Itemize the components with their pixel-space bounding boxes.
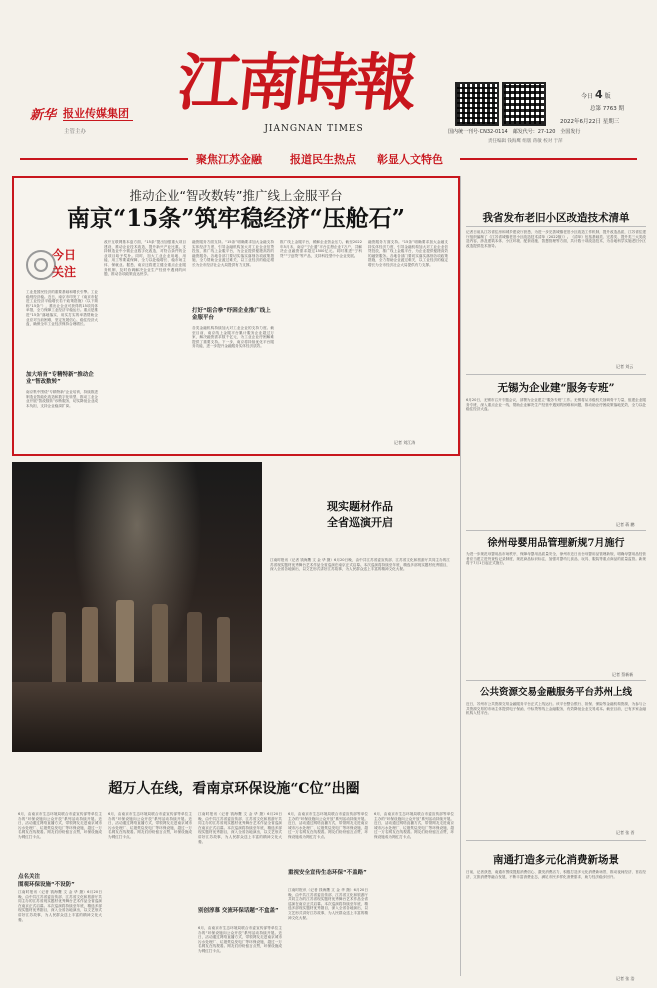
target-icon-inner [34, 258, 48, 272]
right-article-5-body: 日前，记者获悉，南通市围绕提振消费信心、激发消费活力，积极打造多元化消费新场景，推动夜间经济、首店经济、文旅消费等融合发展，不断丰富消费业态，满足市民多样化消费需求，助力经济稳步回升。 [466, 870, 646, 879]
right-rule-1 [466, 226, 646, 227]
slogan-item-1: 聚焦江苏金融 [196, 153, 262, 166]
stage-figure [82, 607, 98, 682]
stage-figure [116, 600, 134, 682]
lead-col-2: 改开互联网基本盘方面，“15条”提出加强重大项目建设，推动企业技术改造，提升新兴产业比重。支持制造业中小微企业数字化改造，对符合条件的企业项目给予奖补。同时，加大工业企业用地、用能、用工等要素保障，全力以赴稳增长、稳市场主体、保就业。据悉，南京还将建立健全重点企业服务机制，及时协调解决企业生产经营中遇到的问题，推动各项政策直达快享。 [104, 240, 186, 277]
qr-code-1 [455, 82, 499, 126]
lead-sub-2: 打好“组合拳”纾困企业推广线上金服平台 [192, 308, 271, 321]
right-article-4-byline: 记者 张 晋 [616, 830, 635, 835]
drama-title-2: 全省巡演开启 [327, 516, 393, 529]
env-col-3b: 6月，由南京市生态环境局联合市委宣传部等单位主办的“环保设施向公众开放”系列活动持续开展。近日，活动通过网络直播方式，带领网友走进南京城市污水处理厂、垃圾焚烧发电厂等环保设施，超过一万名网友在线观看。网友们纷纷留言点赞，环保设施成为网红打卡点。 [198, 926, 282, 953]
stage-figure [52, 612, 66, 682]
issue-no: 总第 7763 期 [590, 106, 624, 112]
pub-date: 2022年6月22日 星期三 [560, 119, 620, 125]
right-rule-4 [466, 680, 646, 681]
right-article-1-body: 记者日前从江苏省住房和城乡建设厅获悉，为进一步完善城镇老旧小区改造工作机制，提升改造品质，江苏省住建厅组织编制了《江苏省城镇老旧小区改造技术清单（2022版）》。《清单》包括基础类、完善类、提升类三大类改造内容，涉及建筑本体、小区环境、配套设施、智慧管理等方面，共计数十项改造技术，为各地科学实施老旧小区改造提供技术指导。 [466, 230, 646, 248]
slogan-item-2: 报道民生热点 [290, 153, 356, 166]
group-name: 报业传媒集团 [63, 107, 129, 120]
group-logo [30, 104, 135, 126]
pub-info: 国内统一刊号·CN32-0114 邮发代号：27-120 全国发行 [448, 129, 581, 135]
stage-figure [187, 612, 202, 682]
drama-story [12, 462, 456, 752]
lead-headline: 南京“15条”筑牢稳经济“压舱石” [67, 205, 405, 232]
right-article-2-byline: 记者 蒋 鹏 [616, 522, 635, 527]
env-sub-line: 围观环保设施“不设防” [18, 882, 75, 888]
env-col-1b: 江南时报讯（记者 钱海鹰 文 金 华 摄）6月20日晚，由中共江苏省委宣传部、江苏省文化和旅游厅共同主办的江苏省现实题材优秀舞台艺术作品全省巡演在南京正式启幕。本次巡演将持续至年底，精选多部现实题材优秀剧目，深入全省各地演出，以文艺形式讲好江苏故事，为人民群众送上丰富的精神文化大餐。 [18, 890, 102, 922]
lead-col-3: 融资服务方面支持。“15条”明确要求加大金融支持实体经济力度，引导金融机构加大对工业企业信贷投放，推广线上金服平台，为企业提供便捷高效的融资服务。各地各部门要切实落实落细各项政策措施，全力帮助企业渡过难关，以工业经济的稳定增长为全市经济社会大局提供有力支撑。 [192, 240, 274, 267]
tag-line-2: 关注 [52, 265, 77, 279]
qr-code-2 [502, 82, 546, 126]
env-sub-safe: 重视安全宣传生态环保“不盖路” [288, 870, 367, 876]
masthead [0, 0, 657, 148]
lead-article [12, 176, 460, 456]
lead-col-3b: 各类金融机构持续加大对工业企业的支持力度。截至目前，南京线上金服平台累计服务企业超过万家，解决融资需求数千亿元，为工业企业纾困解难提供了重要支持。下一步，南京将持续优化平台服务功能，进一步提升金融服务实体经济质效。 [192, 326, 274, 349]
right-article-5-byline: 记者 张 浩 [616, 976, 635, 981]
lead-col-4: 推广线上金服平台，缓解企业资金压力。截至2022年5月末，南京“宁企通”平台注册企业7万户，共解决企业融资需求超过1500亿元。同时推进“宁科贷”“宁创贷”等产品，支持科技型中小企业发展。 [280, 240, 362, 258]
env-headline: 超万人在线，看南京环保设施“C位”出圈 [108, 781, 360, 797]
env-col-2: 6月，由南京市生态环境局联合市委宣传部等单位主办的“环保设施向公众开放”系列活动持续开展。近日，活动通过网络直播方式，带领网友走进南京城市污水处理厂、垃圾焚烧发电厂等环保设施，超过一万名网友在线观看。网友们纷纷留言点赞，环保设施成为网红打卡点。 [108, 812, 192, 839]
slogan-banner [0, 150, 657, 168]
right-article-3-byline: 记者 蔡新新 [612, 672, 634, 677]
right-column [466, 176, 646, 988]
env-sub-law: 别创淳慕 交流环保话题“不盒盖” [198, 908, 279, 914]
paper-pinyin: JIANGNAN TIMES [264, 124, 364, 134]
lead-col-1b: 南京集中围绕“专精特新”企业培育，持续推进制造业智能化改造和数字化转型，推动工业企业开展“智改数转”诊断服务，切实降低企业成本负担，支持企业稳岗扩岗。 [26, 390, 98, 408]
stage-photo [12, 462, 262, 752]
right-article-4-title: 公共资源交易金融服务平台苏州上线 [479, 687, 632, 698]
right-article-5-title: 南通打造多元化消费新场景 [493, 854, 619, 866]
column-divider [460, 176, 461, 976]
env-col-4: 6月，由南京市生态环境局联合市委宣传部等单位主办的“环保设施向公众开放”系列活动持续开展。近日，活动通过网络直播方式，带领网友走进南京城市污水处理厂、垃圾焚烧发电厂等环保设施，超过一万名网友在线观看。网友们纷纷留言点赞，环保设施成为网红打卡点。 [288, 812, 368, 839]
slogan-rule-right [460, 158, 637, 160]
stage-figure [217, 617, 230, 682]
env-col-3: 江南时报讯（记者 钱海鹰 文 金 华 摄）6月20日晚，由中共江苏省委宣传部、江苏省文化和旅游厅共同主办的江苏省现实题材优秀舞台艺术作品全省巡演在南京正式启幕。本次巡演将持续至年底，精选多部现实题材优秀剧目，深入全省各地演出，以文艺形式讲好江苏故事，为人民群众送上丰富的精神文化大餐。 [198, 812, 282, 844]
slogan-rule-left [20, 158, 188, 160]
slogan-item-3: 彰显人文特色 [377, 153, 443, 166]
right-article-2-title: 无锡为企业建“服务专班” [497, 382, 615, 394]
today-focus-tag [26, 246, 96, 286]
editors: 责任编辑 钱海鹰 组版 蒋敏 校对 于萍 [488, 139, 563, 144]
paper-title: 江南時報 [174, 46, 419, 119]
right-article-3-title: 徐州母婴用品管理新规7月施行 [487, 538, 625, 549]
env-article [12, 770, 456, 984]
right-article-4-body: 近日，苏州市公共资源交易金融服务平台正式上线运行。该平台整合银行、担保、保险等金融机构资源，为参与公共资源交易的市场主体提供电子保函、中标贷等线上金融服务，有效降低企业交易成本。截至目前，已有多家金融机构入驻平台。 [466, 702, 646, 716]
env-col-5: 6月，由南京市生态环境局联合市委宣传部等单位主办的“环保设施向公众开放”系列活动持续开展。近日，活动通过网络直播方式，带领网友走进南京城市污水处理厂、垃圾焚烧发电厂等环保设施，超过一万名网友在线观看。网友们纷纷留言点赞，环保设施成为网红打卡点。 [374, 812, 454, 839]
stage-floor [12, 682, 262, 752]
sponsor-label: 主管主办 [64, 129, 87, 135]
lead-kicker: 推动企业“智改数转”推广线上金服平台 [129, 188, 343, 203]
group-logo-divider [63, 120, 133, 121]
right-article-1-byline: 记者 刘云 [616, 364, 634, 369]
pages-unit: 版 [604, 93, 611, 100]
right-article-1-title: 我省发布老旧小区改造技术清单 [482, 212, 630, 224]
tag-line-1: 今日 [52, 248, 77, 262]
env-sub-dot: 点名关注 [18, 874, 41, 880]
right-rule-3 [466, 530, 646, 531]
right-rule-5 [466, 840, 646, 841]
env-col-1: 6月，由南京市生态环境局联合市委宣传部等单位主办的“环保设施向公众开放”系列活动持续开展。近日，活动通过网络直播方式，带领网友走进南京城市污水处理厂、垃圾焚烧发电厂等环保设施，超过一万名网友在线观看。网友们纷纷留言点赞，环保设施成为网红打卡点。 [18, 812, 102, 839]
lead-sub-1: 加大培育“专精特新”推动企业“智改数转” [26, 372, 94, 385]
env-col-4b: 江南时报讯（记者 钱海鹰 文 金 华 摄）6月20日晚，由中共江苏省委宣传部、江苏省文化和旅游厅共同主办的江苏省现实题材优秀舞台艺术作品全省巡演在南京正式启幕。本次巡演将持续至年底，精选多部现实题材优秀剧目，深入全省各地演出，以文艺形式讲好江苏故事，为人民群众送上丰富的精神文化大餐。 [288, 888, 368, 920]
lead-byline: 记者 刘江涛 [394, 440, 416, 445]
right-article-3-body: 为进一步规范母婴用品市场秩序，保障母婴用品质量安全，徐州市近日出台母婴用品管理新规，明确母婴用品经营者应当建立进货查验记录制度，规范商品标识标注，加强对婴幼儿食品、玩具、服装等重点商品的质量监管。新规将于7月1日起正式施行。 [466, 552, 646, 566]
lead-col-1: 工业是国民经济的重要基础和增长引擎。工业稳则经济稳。近日，南京市印发了《南京市促进工业经济平稳增长若干政策措施》（以下简称“15条”），推出让企业可获得的15项具体举措，全力保障工业经济平稳运行。重点是推进“15条”落地落实，用实打实的举措帮助企业应对当前困难，坚定发展信心，稳住经济大盘，确保全年工业经济保持合理增长。 [26, 290, 98, 327]
lead-col-5: 融资服务方面支持。“15条”明确要求加大金融支持实体经济力度，引导金融机构加大对工业企业信贷投放，推广线上金服平台，为企业提供便捷高效的融资服务。各地各部门要切实落实落细各项政策措施，全力帮助企业渡过难关，以工业经济的稳定增长为全市经济社会大局提供有力支撑。 [368, 240, 448, 267]
drama-title-1: 现实题材作品 [327, 500, 393, 513]
pages-num: 4 [595, 88, 603, 101]
drama-body: 江南时报讯（记者 钱海鹰 文 金 华 摄）6月20日晚，由中共江苏省委宣传部、江苏省文化和旅游厅共同主办的江苏省现实题材优秀舞台艺术作品全省巡演在南京正式启幕。本次巡演将持续至年底，精选多部现实题材优秀剧目，深入全省各地演出，以文艺形式讲好江苏故事，为人民群众送上丰富的精神文化大餐。 [270, 558, 450, 572]
pages-badge [581, 88, 641, 102]
group-logo-script: 新华 [30, 108, 57, 123]
right-rule-2 [466, 374, 646, 375]
stage-figure [152, 604, 168, 682]
right-article-2-body: 6月20日，无锡市召开专题会议，部署为企业建立“服务专班”工作。无锡将从市级机关抽调骨干力量，组建企业服务专班，深入重点企业一线，帮助企业解决生产经营中遇到的困难和问题，推动助企纾困政策落地见效，全力以赴稳住经济大盘。 [466, 398, 646, 412]
pages-label: 今日 [581, 93, 594, 100]
